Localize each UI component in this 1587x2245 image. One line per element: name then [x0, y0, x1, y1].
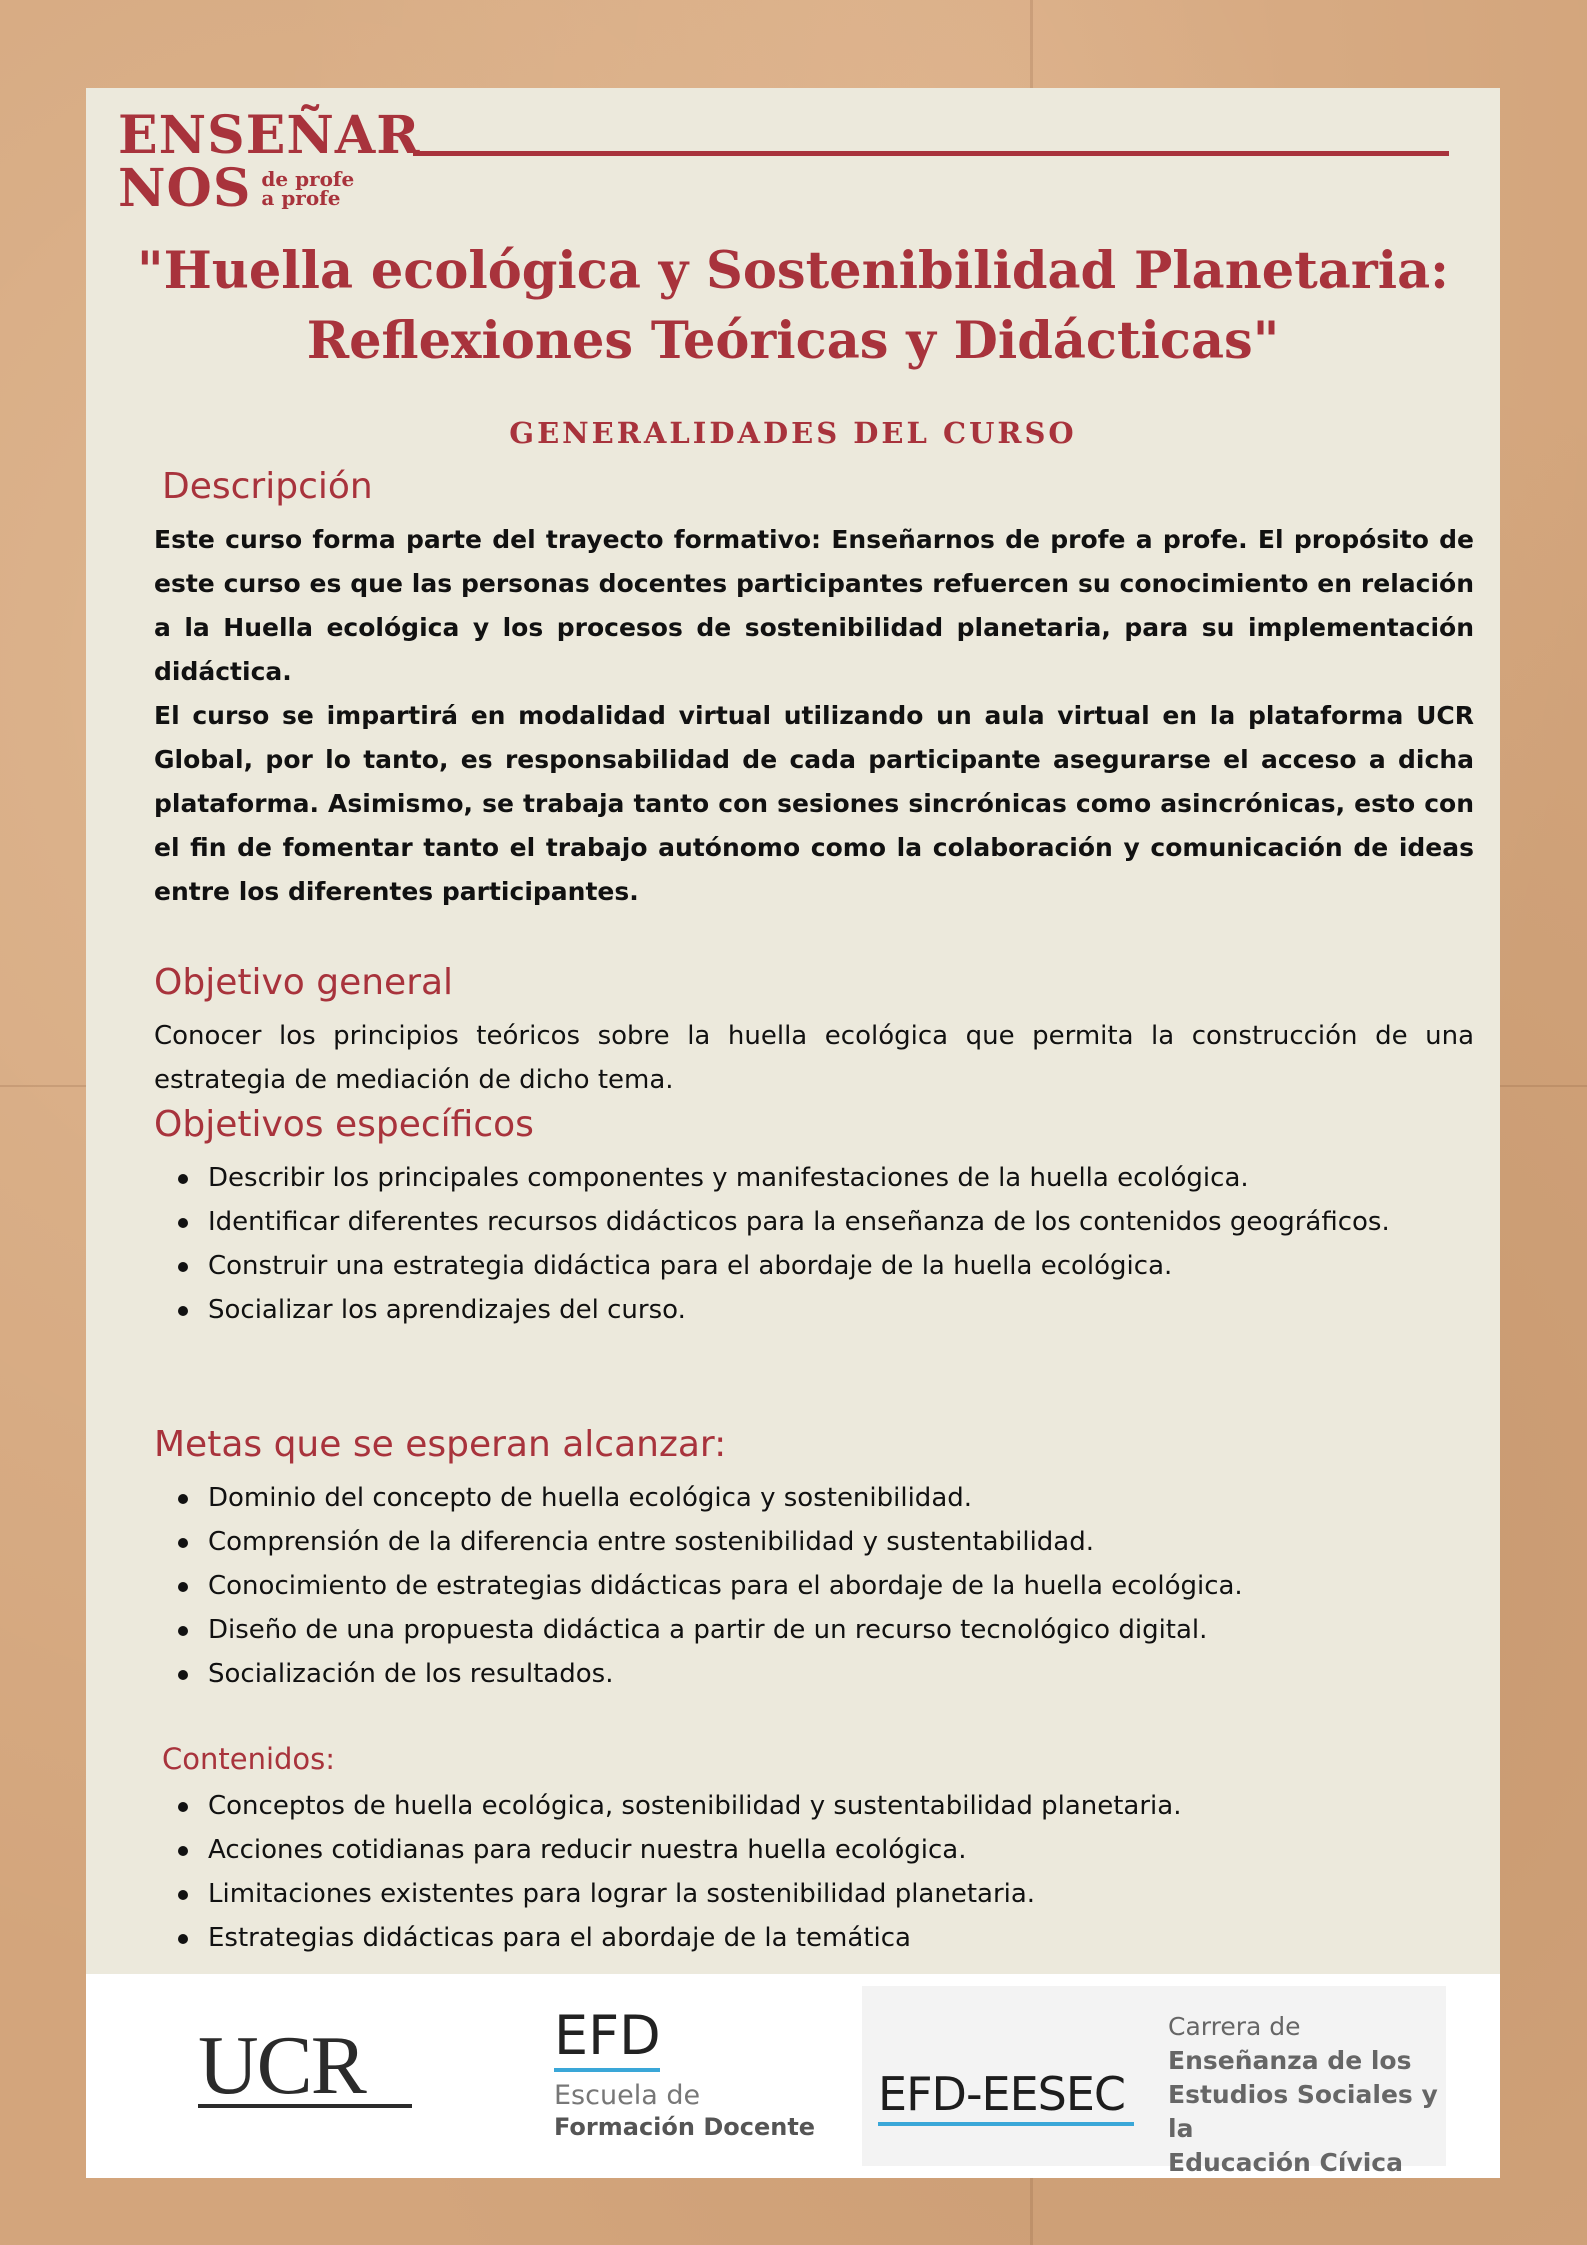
- efd-logo-sub1: Escuela de: [554, 2080, 701, 2111]
- document-card: [86, 88, 1500, 2178]
- list-item: Dominio del concepto de huella ecológica y sostenibilidad.: [208, 1476, 1474, 1520]
- ucr-logo-text: UCR: [198, 2019, 365, 2112]
- descripcion-paragraph-2: El curso se impartirá en modalidad virtual utilizando un aula virtual en la plataforma UCR Global, por lo tanto, es responsabilidad de cada participante asegurarse el acceso a dicha plataforma. Asimismo, se trabaja tanto con sesiones sincrónicas como asincrónicas, esto con el fin de fomentar tanto el trabajo autónomo como la colaboración y comunicación de ideas entre los diferentes participantes.: [154, 701, 1474, 906]
- metas-heading: Metas que se esperan alcanzar:: [154, 1424, 727, 1465]
- efd-logo-bar: [554, 2068, 660, 2072]
- carrera-line4: Educación Cívica: [1168, 2148, 1403, 2177]
- brand-divider: [413, 151, 1449, 156]
- eesec-logo-box: [862, 1986, 1446, 2177]
- eesec-logo: [878, 2068, 1134, 2126]
- objetivo-general-heading: Objetivo general: [154, 962, 454, 1003]
- carrera-line3: Estudios Sociales y la: [1168, 2080, 1438, 2143]
- brand-line1: ENSEÑAR: [118, 105, 421, 166]
- carrera-line1: Carrera de: [1168, 2012, 1301, 2041]
- list-item: Socialización de los resultados.: [208, 1652, 1474, 1696]
- list-item: Describir los principales componentes y manifestaciones de la huella ecológica.: [208, 1156, 1474, 1200]
- carrera-text: [1168, 2010, 1446, 2180]
- list-item: Socializar los aprendizajes del curso.: [208, 1288, 1474, 1332]
- contenidos-heading: Contenidos:: [162, 1742, 336, 1776]
- footer-logos: [86, 1974, 1500, 2178]
- list-item: Conceptos de huella ecológica, sostenibilidad y sustentabilidad planetaria.: [208, 1784, 1474, 1828]
- eesec-logo-text: EFD-EESEC: [878, 2067, 1126, 2121]
- brand-small2: a profe: [261, 186, 341, 210]
- list-item: Construir una estrategia didáctica para el abordaje de la huella ecológica.: [208, 1244, 1474, 1288]
- list-item: Identificar diferentes recursos didácticos para la enseñanza de los contenidos geográficos.: [208, 1200, 1474, 1244]
- page-title: "Huella ecológica y Sostenibilidad Planetaria: Reflexiones Teóricas y Didácticas": [137, 241, 1449, 371]
- objetivo-general-text: Conocer los principios teóricos sobre la huella ecológica que permita la construcción de una estrategia de mediación de dicho tema.: [154, 1021, 1474, 1095]
- list-item: Comprensión de la diferencia entre sostenibilidad y sustentabilidad.: [208, 1520, 1474, 1564]
- carrera-line2: Enseñanza de los: [1168, 2046, 1412, 2075]
- brand-small1: de profe: [261, 167, 355, 191]
- list-item: Conocimiento de estrategias didácticas para el abordaje de la huella ecológica.: [208, 1564, 1474, 1608]
- list-item: Estrategias didácticas para el abordaje de la temática: [208, 1916, 1474, 1960]
- efd-logo-text: EFD: [554, 2004, 661, 2067]
- list-item: Limitaciones existentes para lograr la sostenibilidad planetaria.: [208, 1872, 1474, 1916]
- objetivos-especificos-heading: Objetivos específicos: [154, 1104, 534, 1145]
- brand-logo: [118, 105, 421, 219]
- contenidos-list: [154, 1784, 1474, 1960]
- eesec-logo-bar: [878, 2122, 1134, 2126]
- efd-logo-sub2: Formación Docente: [554, 2113, 816, 2141]
- descripcion-paragraph-1: Este curso forma parte del trayecto formativo: Enseñarnos de profe a profe. El propósito de este curso es que las personas docentes participantes refuercen su conocimiento en relación a la Huella ecológica y los procesos de sostenibilidad planetaria, para su implementación didáctica.: [154, 525, 1474, 686]
- brand-line2: NOS: [118, 158, 252, 219]
- objetivos-especificos-list: [154, 1156, 1474, 1332]
- list-item: Diseño de una propuesta didáctica a partir de un recurso tecnológico digital.: [208, 1608, 1474, 1652]
- efd-logo: [554, 2006, 815, 2142]
- metas-list: [154, 1476, 1474, 1696]
- list-item: Acciones cotidianas para reducir nuestra huella ecológica.: [208, 1828, 1474, 1872]
- ucr-logo: [198, 2019, 412, 2112]
- descripcion-heading: Descripción: [162, 466, 373, 507]
- section-subtitle: GENERALIDADES DEL CURSO: [509, 416, 1077, 450]
